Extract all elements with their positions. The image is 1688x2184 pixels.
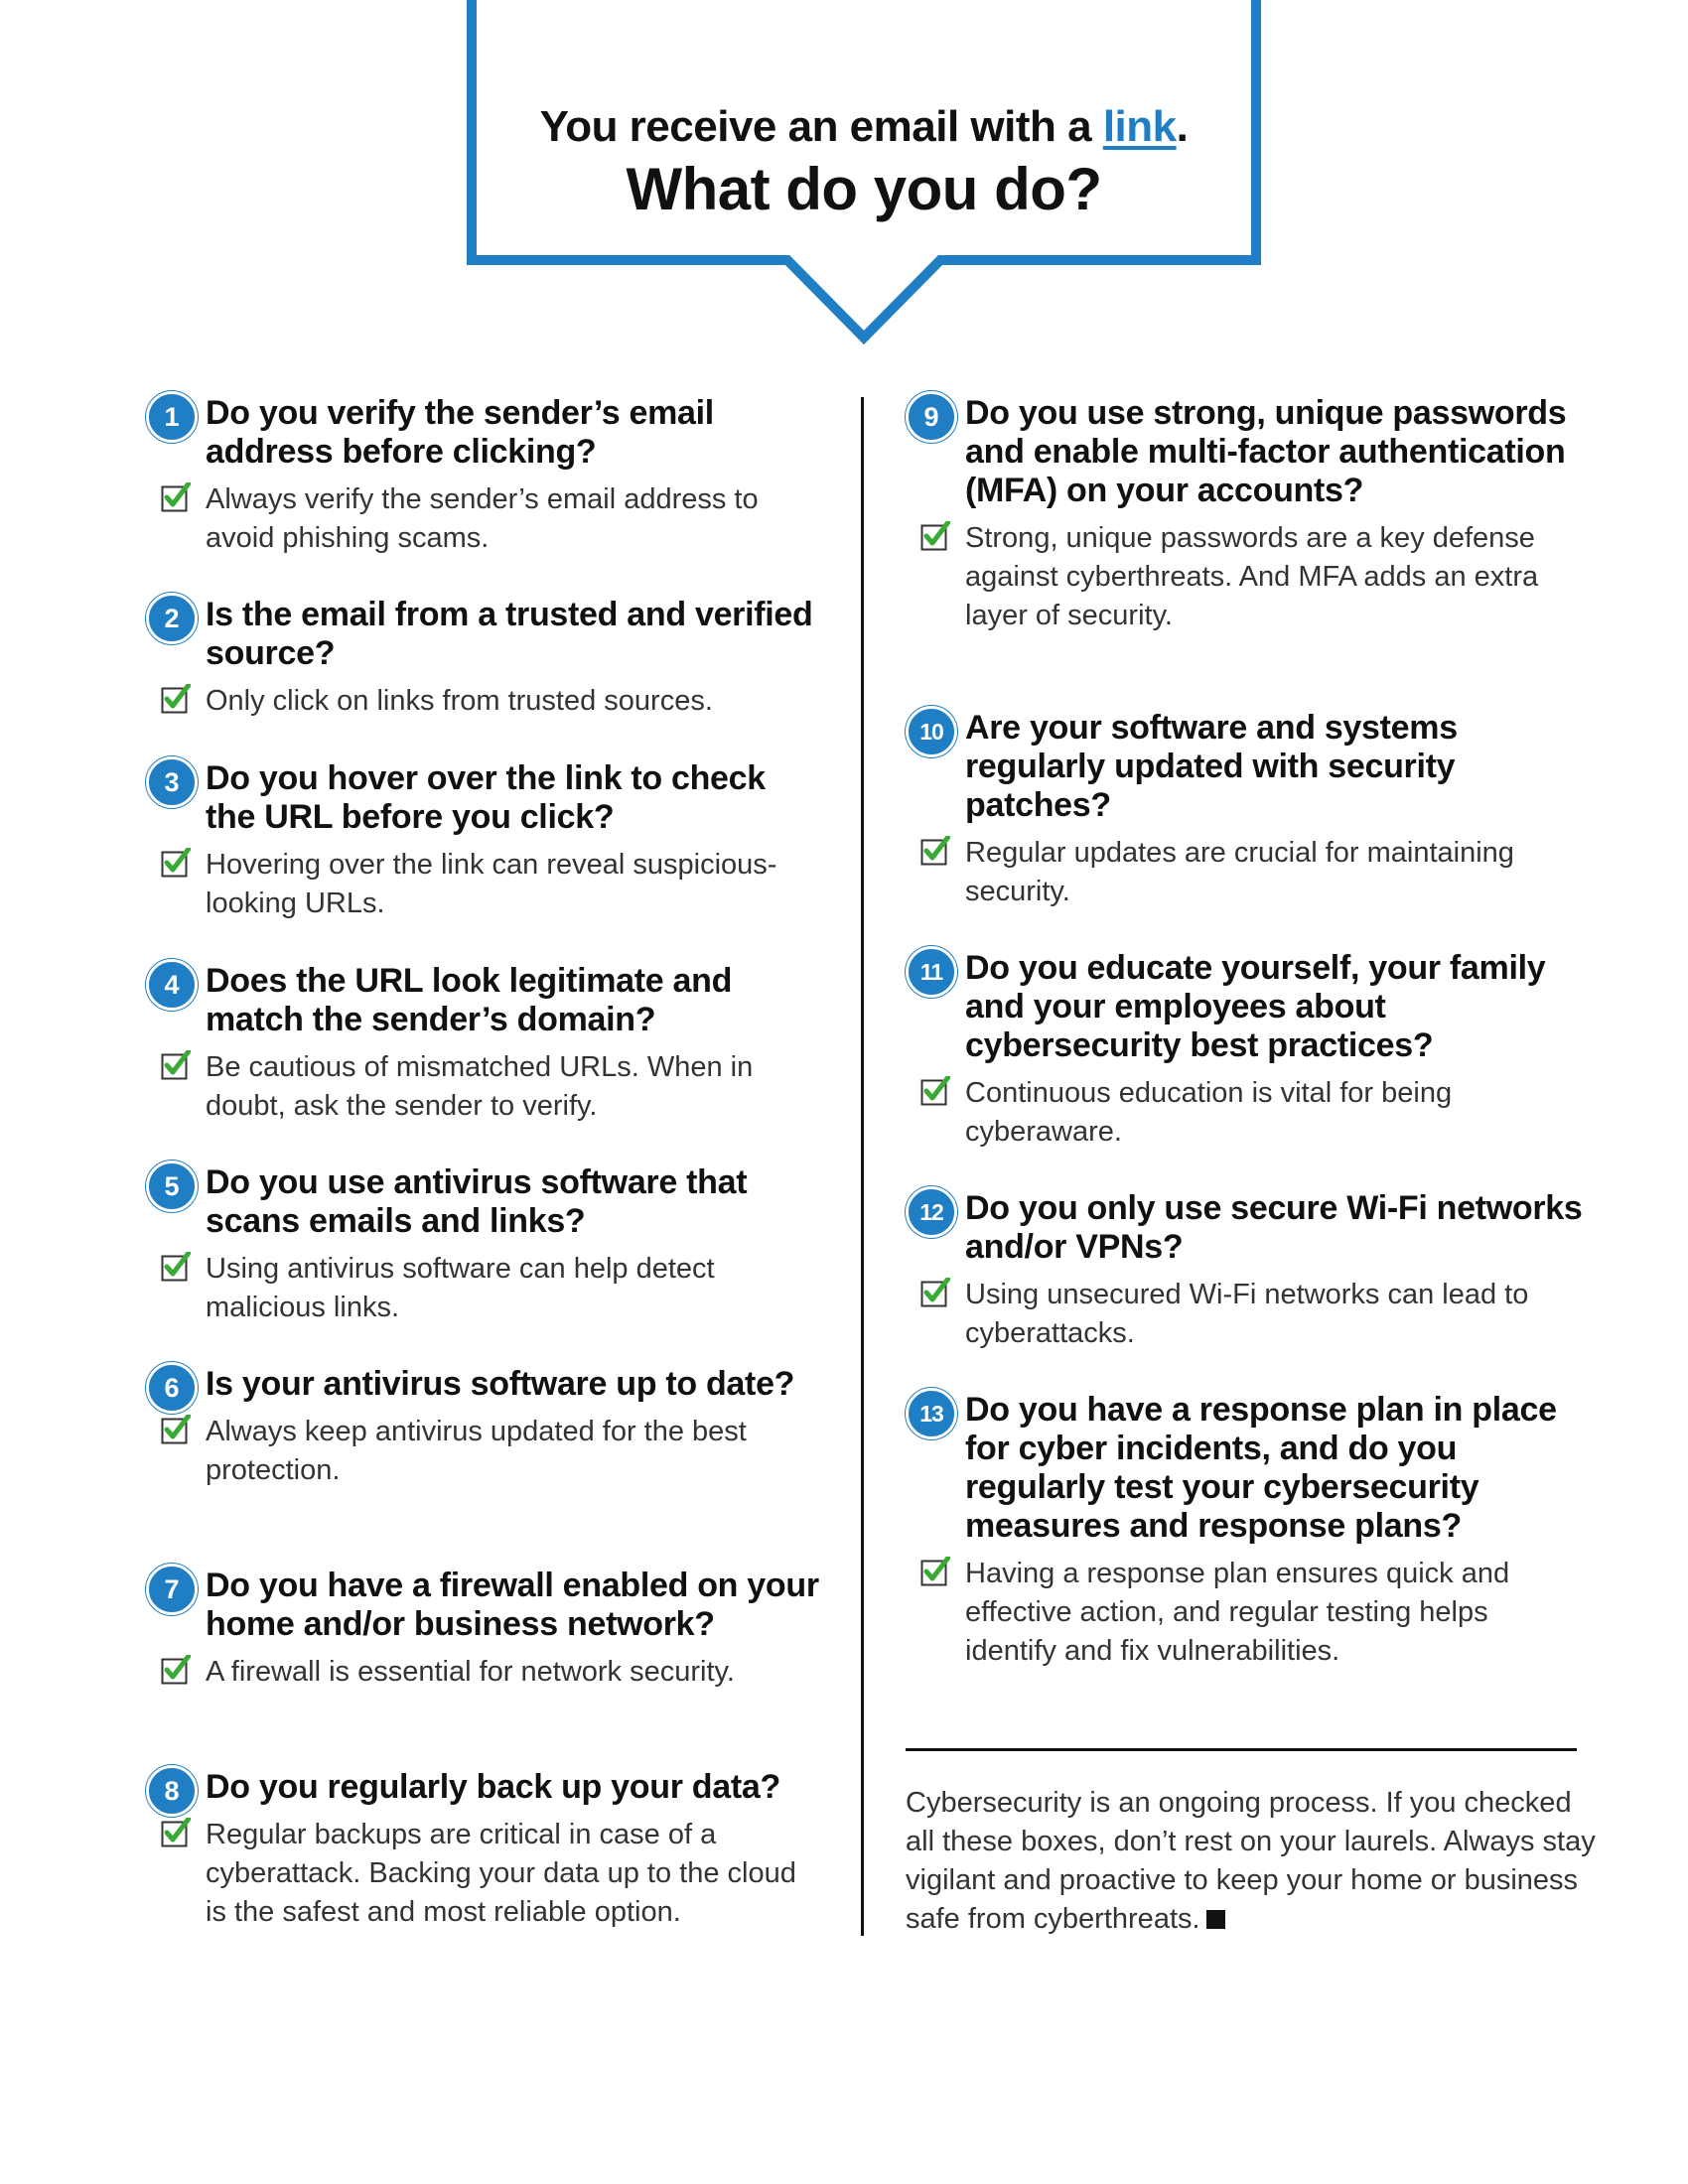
number-badge: 2 [146, 593, 198, 644]
question-row [149, 1567, 824, 1644]
green-checkbox-icon [161, 1655, 191, 1685]
checklist-item-12 [909, 1189, 1584, 1353]
question-row [909, 949, 1584, 1065]
green-checkbox-icon [920, 1076, 950, 1106]
number-badge: 4 [146, 959, 198, 1011]
headline-line-2: What do you do? [626, 156, 1102, 222]
question-row [149, 596, 824, 673]
green-checkbox-icon [920, 1557, 950, 1586]
question-row [909, 1391, 1584, 1546]
header-callout [467, 0, 1261, 357]
question-text: Do you use antivirus software that scans emails and links? [206, 1163, 748, 1240]
checklist-item-7 [149, 1567, 824, 1692]
answer-row [149, 1816, 824, 1932]
question-text: Do you have a firewall enabled on your home and/or business network? [206, 1567, 819, 1643]
green-checkbox-icon [161, 482, 191, 512]
question-text: Do you only use secure Wi-Fi networks and/or VPNs? [965, 1189, 1583, 1266]
question-text: Does the URL look legitimate and match the sender’s domain? [206, 962, 733, 1038]
question-text: Do you educate yourself, your family and your employees about cybersecurity best practices? [965, 949, 1546, 1064]
answer-row [149, 1048, 824, 1126]
question-text: Do you hover over the link to check the URL before you click? [206, 759, 766, 836]
answer-text: Using unsecured Wi-Fi networks can lead to cyberattacks. [965, 1279, 1529, 1349]
question-text: Do you have a response plan in place for cyber incidents, and do you regularly test your cybersecurity measures and response plans? [965, 1391, 1557, 1545]
checklist-item-8 [149, 1768, 824, 1932]
checklist-item-3 [149, 759, 824, 923]
green-checkbox-icon [920, 521, 950, 551]
checklist-item-4 [149, 962, 824, 1126]
headline-link[interactable]: link [1102, 102, 1177, 151]
question-text: Is your antivirus software up to date? [206, 1365, 795, 1403]
question-row [909, 1189, 1584, 1267]
answer-text: Be cautious of mismatched URLs. When in doubt, ask the sender to verify. [206, 1051, 754, 1122]
question-row [149, 1163, 824, 1241]
end-mark-square [1206, 1910, 1225, 1929]
answer-text: Hovering over the link can reveal suspicious-looking URLs. [206, 849, 777, 919]
green-checkbox-icon [161, 1818, 191, 1847]
number-badge: 8 [146, 1765, 198, 1817]
checklist-item-11 [909, 949, 1584, 1152]
closing-paragraph [906, 1784, 1601, 1939]
question-text: Is the email from a trusted and verified source? [206, 596, 813, 672]
answer-row [149, 1653, 824, 1692]
checklist-item-2 [149, 596, 824, 721]
answer-text: Strong, unique passwords are a key defense against cyberthreats. And MFA adds an extra layer of security. [965, 522, 1539, 631]
answer-text: Using antivirus software can help detect malicious links. [206, 1253, 715, 1323]
answer-text: Continuous education is vital for being cyberaware. [965, 1077, 1453, 1148]
question-row [149, 1768, 824, 1807]
answer-text: Regular updates are crucial for maintaining security. [965, 837, 1514, 907]
closing-rule [906, 1748, 1577, 1751]
answer-text: Only click on links from trusted sources. [206, 685, 713, 717]
answer-row [149, 682, 824, 721]
number-badge: 3 [146, 756, 198, 808]
answer-text: Having a response plan ensures quick and effective action, and regular testing helps identify and fix vulnerabilities. [965, 1558, 1510, 1667]
answer-text: Always keep antivirus updated for the best protection. [206, 1416, 747, 1486]
answer-row [149, 846, 824, 923]
question-text: Do you verify the sender’s email address before clicking? [206, 394, 714, 471]
green-checkbox-icon [161, 848, 191, 878]
number-badge: 11 [906, 946, 957, 998]
headline-line-1 [467, 102, 1261, 152]
answer-row [149, 480, 824, 558]
green-checkbox-icon [920, 836, 950, 866]
green-checkbox-icon [161, 1415, 191, 1444]
number-badge: 7 [146, 1564, 198, 1615]
question-text: Do you regularly back up your data? [206, 1768, 780, 1806]
question-text: Are your software and systems regularly updated with security patches? [965, 709, 1458, 824]
question-row [149, 1365, 824, 1404]
checklist-item-10 [909, 709, 1584, 911]
question-text: Do you use strong, unique passwords and enable multi-factor authentication (MFA) on your accounts? [965, 394, 1567, 509]
headline-suffix: . [1176, 102, 1189, 151]
number-badge: 12 [906, 1186, 957, 1238]
answer-row [909, 834, 1584, 911]
checklist-item-9 [909, 394, 1584, 635]
number-badge: 1 [146, 391, 198, 443]
question-row [149, 962, 824, 1039]
answer-row [909, 519, 1584, 635]
column-divider [861, 397, 864, 1936]
answer-text: Always verify the sender’s email address to avoid phishing scams. [206, 483, 759, 554]
question-row [149, 759, 824, 837]
answer-row [149, 1250, 824, 1327]
closing-text: Cybersecurity is an ongoing process. If you checked all these boxes, don’t rest on your laurels. Always stay vigilant and proactive to keep your home or business safe from cyberthreats. [906, 1787, 1596, 1935]
checklist-item-6 [149, 1365, 824, 1490]
question-row [909, 394, 1584, 510]
number-badge: 6 [146, 1362, 198, 1414]
answer-row [909, 1276, 1584, 1353]
answer-text: A firewall is essential for network security. [206, 1656, 735, 1688]
answer-row [909, 1074, 1584, 1152]
question-row [149, 394, 824, 472]
headline-prefix: You receive an email with a [539, 102, 1103, 151]
answer-row [909, 1555, 1584, 1671]
checklist-item-1 [149, 394, 824, 558]
number-badge: 13 [906, 1388, 957, 1439]
answer-row [149, 1413, 824, 1490]
number-badge: 9 [906, 391, 957, 443]
green-checkbox-icon [161, 1050, 191, 1080]
answer-text: Regular backups are critical in case of a cyberattack. Backing your data up to the cloud is the safest and most reliable option. [206, 1819, 796, 1928]
green-checkbox-icon [920, 1278, 950, 1307]
checklist-item-13 [909, 1391, 1584, 1671]
green-checkbox-icon [161, 1252, 191, 1282]
number-badge: 5 [146, 1160, 198, 1212]
question-row [909, 709, 1584, 825]
checklist-item-5 [149, 1163, 824, 1327]
green-checkbox-icon [161, 684, 191, 714]
number-badge: 10 [906, 706, 957, 757]
